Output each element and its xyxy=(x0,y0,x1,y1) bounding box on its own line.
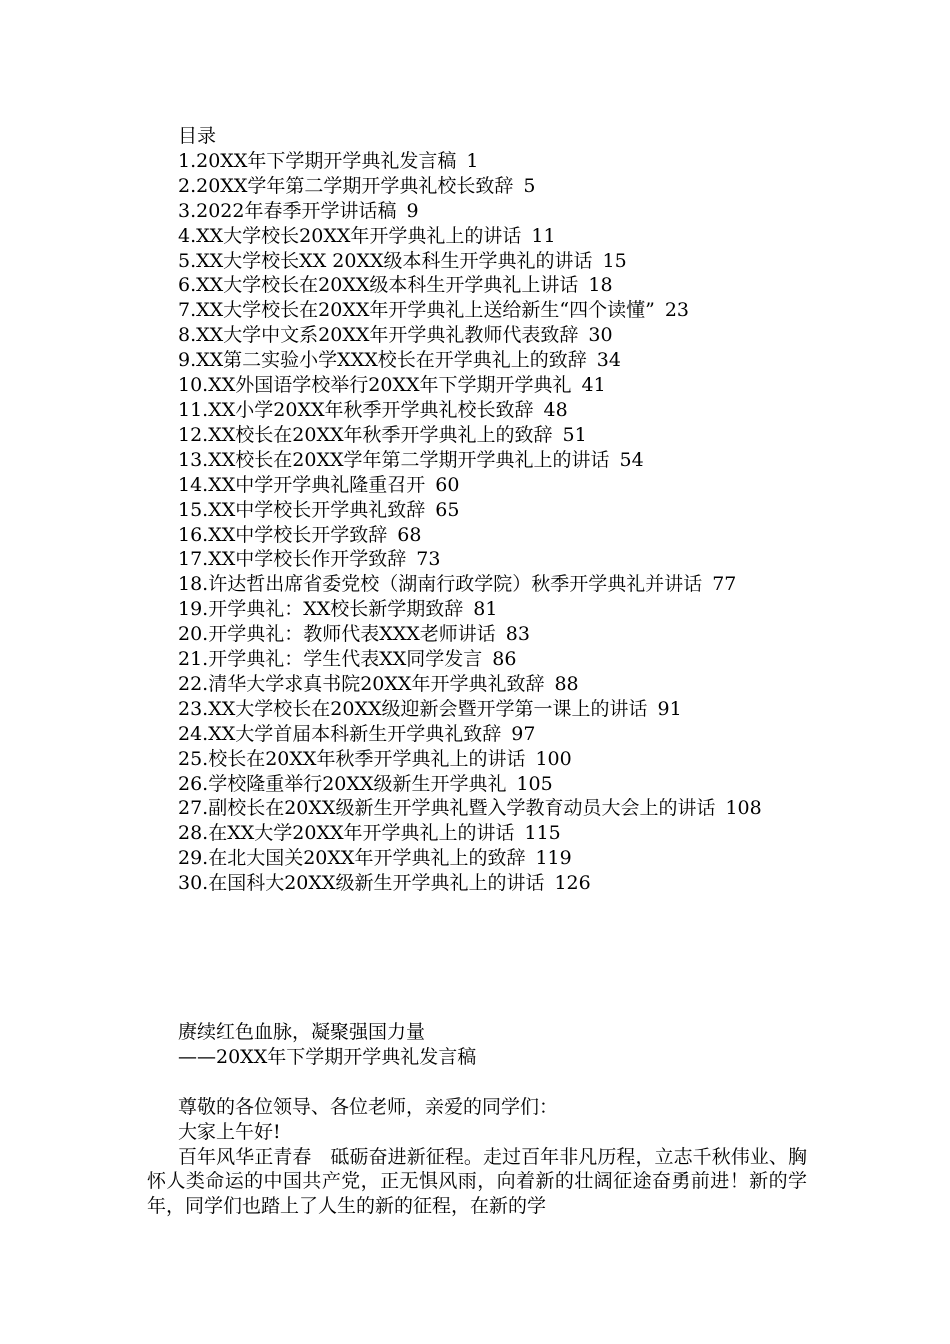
toc-item-page: 73 xyxy=(416,548,441,571)
toc-item-title: 20.开学典礼：教师代表XXX老师讲话 xyxy=(178,623,496,646)
body-paragraph: 百年风华正青春 砥砺奋进新征程。走过百年非凡历程，立志千秋伟业、胸怀人类命运的中国共产党，正无惧风雨，向着新的壮阔征途奋勇前进！新的学年，同学们也踏上了人生的新的征程，在新的学 xyxy=(147,1145,807,1218)
toc-heading: 目录 xyxy=(178,125,217,147)
toc-item[interactable] xyxy=(178,273,818,298)
toc-item-title: 17.XX中学校长作开学致辞 xyxy=(178,548,407,571)
toc-item-page: 11 xyxy=(531,224,556,247)
toc-item-title: 10.XX外国语学校举行20XX年下学期开学典礼 xyxy=(178,374,572,397)
toc-item-title: 21.开学典礼：学生代表XX同学发言 xyxy=(178,648,483,671)
toc-item-page: 54 xyxy=(619,448,644,471)
toc-item-page: 115 xyxy=(524,822,561,845)
toc-item-page: 91 xyxy=(657,697,682,720)
toc-item-title: 27.副校长在20XX级新生开学典礼暨入学教育动员大会上的讲话 xyxy=(178,797,716,820)
toc-item[interactable] xyxy=(178,821,818,846)
toc-item-title: 2.20XX学年第二学期开学典礼校长致辞 xyxy=(178,174,514,197)
toc-item-page: 81 xyxy=(473,598,498,621)
toc-item-page: 119 xyxy=(535,847,572,870)
toc-item-title: 28.在XX大学20XX年开学典礼上的讲话 xyxy=(178,822,515,845)
toc-item-title: 22.清华大学求真书院20XX年开学典礼致辞 xyxy=(178,672,545,695)
toc-item-page: 60 xyxy=(435,473,460,496)
toc-item[interactable] xyxy=(178,323,818,348)
toc-item[interactable] xyxy=(178,448,818,473)
toc-item-page: 77 xyxy=(712,573,737,596)
toc-item[interactable] xyxy=(178,348,818,373)
toc-item[interactable] xyxy=(178,597,818,622)
toc-item-title: 16.XX中学校长开学致辞 xyxy=(178,523,388,546)
toc-item-page: 5 xyxy=(523,174,536,197)
toc-item-title: 23.XX大学校长在20XX级迎新会暨开学第一课上的讲话 xyxy=(178,697,648,720)
toc-item-title: 26.学校隆重举行20XX级新生开学典礼 xyxy=(178,772,507,795)
toc-item-page: 1 xyxy=(466,149,479,172)
toc-item-page: 48 xyxy=(543,398,568,421)
salutation: 尊敬的各位领导、各位老师，亲爱的同学们： xyxy=(178,1095,559,1118)
toc-item-title: 11.XX小学20XX年秋季开学典礼校长致辞 xyxy=(178,398,534,421)
toc-item-title: 9.XX第二实验小学XXX校长在开学典礼上的致辞 xyxy=(178,349,587,372)
toc-item[interactable] xyxy=(178,523,818,548)
toc-item[interactable] xyxy=(178,547,818,572)
toc-item[interactable] xyxy=(178,174,818,199)
toc-item[interactable] xyxy=(178,498,818,523)
toc-item-page: 126 xyxy=(554,872,591,895)
toc-item-title: 14.XX中学开学典礼隆重召开 xyxy=(178,473,426,496)
toc-list xyxy=(178,149,818,896)
toc-item[interactable] xyxy=(178,199,818,224)
toc-item[interactable] xyxy=(178,398,818,423)
toc-item-title: 5.XX大学校长XX 20XX级本科生开学典礼的讲话 xyxy=(178,249,593,272)
toc-item-page: 105 xyxy=(516,772,553,795)
toc-item[interactable] xyxy=(178,149,818,174)
greeting: 大家上午好! xyxy=(178,1120,281,1143)
toc-item-title: 7.XX大学校长在20XX年开学典礼上送给新生“四个读懂” xyxy=(178,299,655,322)
toc-item[interactable] xyxy=(178,747,818,772)
toc-item-title: 4.XX大学校长20XX年开学典礼上的讲话 xyxy=(178,224,522,247)
toc-item[interactable] xyxy=(178,473,818,498)
table-of-contents xyxy=(178,124,818,896)
toc-item-page: 15 xyxy=(602,249,627,272)
toc-item[interactable] xyxy=(178,846,818,871)
toc-item[interactable] xyxy=(178,622,818,647)
toc-item-title: 24.XX大学首届本科新生开学典礼致辞 xyxy=(178,722,502,745)
toc-item[interactable] xyxy=(178,871,818,896)
toc-item[interactable] xyxy=(178,423,818,448)
toc-item-page: 51 xyxy=(562,423,587,446)
toc-item[interactable] xyxy=(178,796,818,821)
toc-item-title: 13.XX校长在20XX学年第二学期开学典礼上的讲话 xyxy=(178,448,610,471)
toc-item-title: 6.XX大学校长在20XX级本科生开学典礼上讲话 xyxy=(178,274,579,297)
blank-line xyxy=(147,1070,807,1095)
toc-item[interactable] xyxy=(178,249,818,274)
toc-item-page: 97 xyxy=(511,722,536,745)
toc-item-title: 18.许达哲出席省委党校（湖南行政学院）秋季开学典礼并讲话 xyxy=(178,573,703,596)
toc-item[interactable] xyxy=(178,722,818,747)
toc-item-page: 65 xyxy=(435,498,460,521)
article-subtitle: ——20XX年下学期开学典礼发言稿 xyxy=(178,1045,477,1068)
toc-item[interactable] xyxy=(178,772,818,797)
toc-item-page: 30 xyxy=(588,324,613,347)
toc-item-title: 29.在北大国关20XX年开学典礼上的致辞 xyxy=(178,847,526,870)
toc-item-page: 34 xyxy=(596,349,621,372)
toc-item-page: 68 xyxy=(397,523,422,546)
toc-item[interactable] xyxy=(178,697,818,722)
article-title: 赓续红色血脉，凝聚强国力量 xyxy=(178,1021,426,1043)
toc-item[interactable] xyxy=(178,224,818,249)
toc-item-title: 1.20XX年下学期开学典礼发言稿 xyxy=(178,149,457,172)
toc-item-page: 23 xyxy=(664,299,690,322)
toc-item[interactable] xyxy=(178,298,818,323)
toc-item[interactable] xyxy=(178,647,818,672)
toc-item-page: 88 xyxy=(554,672,579,695)
toc-item[interactable] xyxy=(178,373,818,398)
toc-item-title: 12.XX校长在20XX年秋季开学典礼上的致辞 xyxy=(178,423,553,446)
toc-item-title: 25.校长在20XX年秋季开学典礼上的讲话 xyxy=(178,747,526,770)
toc-item-page: 83 xyxy=(505,623,530,646)
toc-item[interactable] xyxy=(178,572,818,597)
toc-item-page: 108 xyxy=(725,797,762,820)
article xyxy=(147,1020,807,1219)
toc-item-title: 3.2022年春季开学讲话稿 xyxy=(178,199,397,222)
toc-item-page: 100 xyxy=(535,747,572,770)
toc-item-title: 19.开学典礼：XX校长新学期致辞 xyxy=(178,598,464,621)
toc-item-page: 18 xyxy=(588,274,613,297)
toc-item-page: 41 xyxy=(581,374,606,397)
toc-item-page: 9 xyxy=(406,199,419,222)
toc-item-title: 15.XX中学校长开学典礼致辞 xyxy=(178,498,426,521)
toc-item[interactable] xyxy=(178,672,818,697)
toc-item-page: 86 xyxy=(492,648,517,671)
toc-item-title: 8.XX大学中文系20XX年开学典礼教师代表致辞 xyxy=(178,324,579,347)
toc-item-title: 30.在国科大20XX级新生开学典礼上的讲话 xyxy=(178,872,545,895)
